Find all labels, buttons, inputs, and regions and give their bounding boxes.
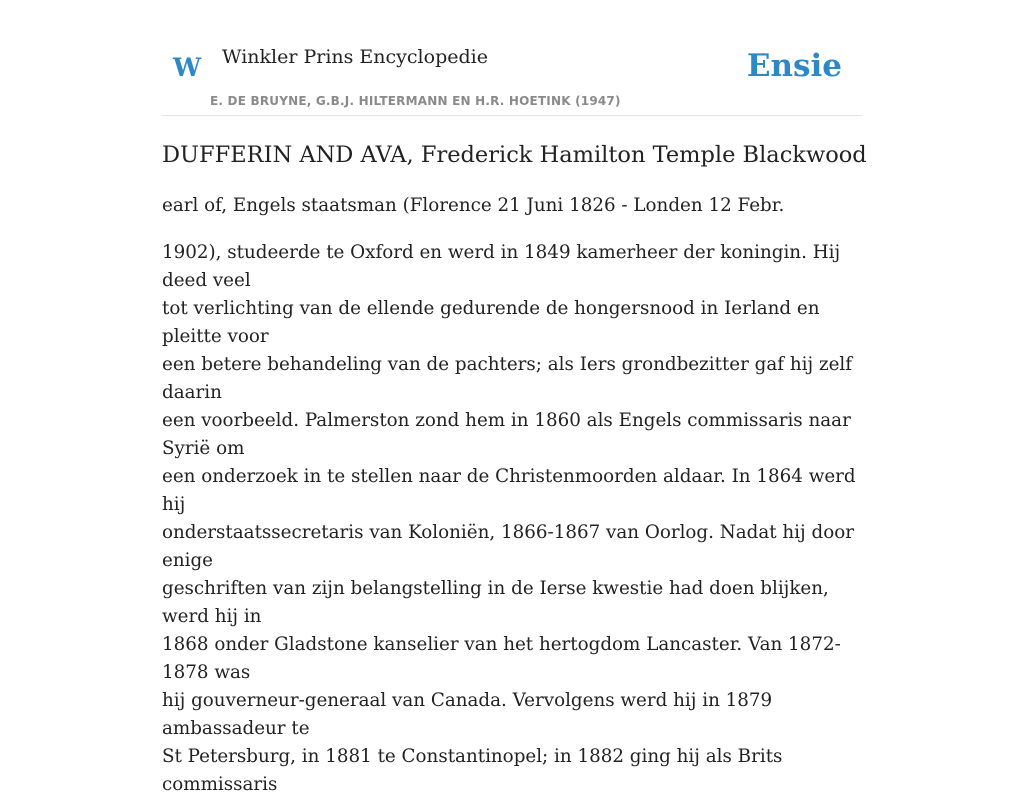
article [162, 138, 867, 799]
article-title: DUFFERIN AND AVA, Frederick Hamilton Temple Blackwood [162, 142, 867, 168]
ensie-logo[interactable]: Ensie [746, 48, 842, 84]
source-title[interactable]: Winkler Prins Encyclopedie [222, 46, 488, 68]
article-lead: earl of, Engels staatsman (Florence 21 Juni 1826 - Londen 12 Febr. [162, 195, 785, 216]
source-authors: E. DE BRUYNE, G.B.J. HILTERMANN EN H.R. HOETINK (1947) [210, 94, 621, 108]
article-body: 1902), studeerde te Oxford en werd in 1849 kamerheer der koningin. Hij deed veel tot verlichting van de ellende gedurende de hongersnood in Ierland en pleitte voor een betere behandeling van de pachters; als Iers grondbezitter gaf hij zelf daarin een voorbeeld. Palmerston zond hem in 1860 als Engels commissaris naar Syrië om een onderzoek in te stellen naar de Christenmoorden aldaar. In 1864 werd hij onderstaatssecretaris van Koloniën, 1866-1867 van Oorlog. Nadat hij door enige geschriften van zijn belangstelling in de Ierse kwestie had doen blijken, werd hij in 1868 onder Gladstone kanselier van het hertogdom Lancaster. Van 1872-1878 was hij gouverneur-generaal van Canada. Vervolgens werd hij in 1879 ambassadeur te St Petersburg, in 1881 te Constantinopel; in 1882 ging hij als Brits commissaris [162, 242, 856, 795]
source-header [162, 30, 862, 116]
winkler-prins-logo[interactable]: W [173, 53, 202, 82]
